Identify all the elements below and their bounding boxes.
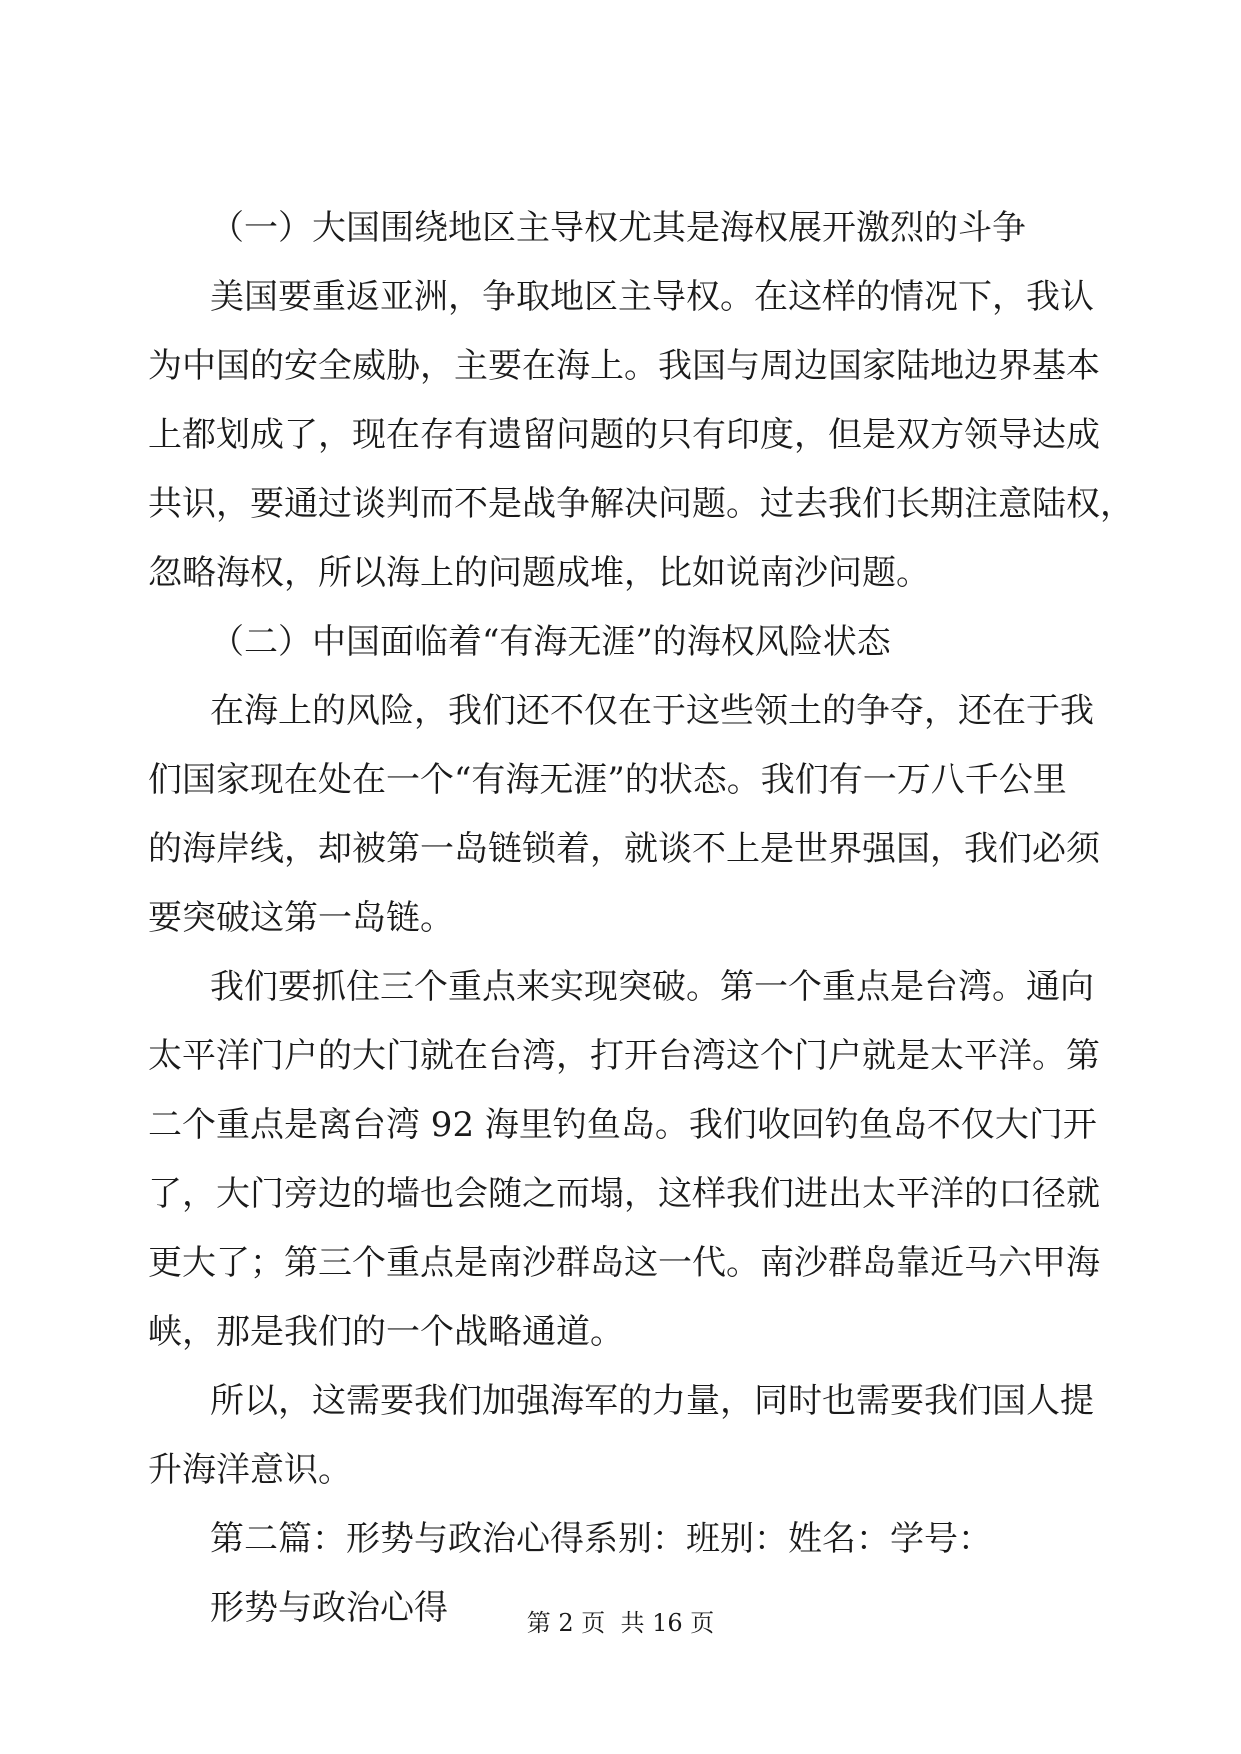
paragraph-line: 要突破这第一岛链。 [148, 898, 454, 938]
text-line-16 [0, 1228, 1241, 1298]
subheading-2: （二）中国面临着“有海无涯”的海权风险状态 [210, 622, 891, 662]
paragraph-line: 忽略海权，所以海上的问题成堆，比如说南沙问题。 [148, 553, 930, 593]
paragraph-line: 为中国的安全威胁，主要在海上。我国与周边国家陆地边界基本 [148, 346, 1100, 386]
text-line-3 [0, 331, 1241, 401]
paragraph-line: 所以，这需要我们加强海军的力量，同时也需要我们国人提 [210, 1381, 1094, 1421]
text-line-5 [0, 469, 1241, 539]
text-line-18 [0, 1366, 1241, 1436]
section-subtitle: 形势与政治心得 [210, 1588, 448, 1628]
text-line-19 [0, 1435, 1241, 1505]
paragraph-line: 了，大门旁边的墙也会随之而塌，这样我们进出太平洋的口径就 [148, 1174, 1100, 1214]
text-line-11 [0, 883, 1241, 953]
paragraph-line: 美国要重返亚洲，争取地区主导权。在这样的情况下，我认 [210, 277, 1094, 317]
subheading-1: （一）大国围绕地区主导权尤其是海权展开激烈的斗争 [210, 208, 1026, 248]
text-line-13 [0, 1021, 1241, 1091]
paragraph-line: 更大了；第三个重点是南沙群岛这一代。南沙群岛靠近马六甲海 [148, 1243, 1100, 1283]
paragraph-line: 上都划成了，现在存有遗留问题的只有印度，但是双方领导达成 [148, 415, 1100, 455]
paragraph-line: 的海岸线，却被第一岛链锁着，就谈不上是世界强国，我们必须 [148, 829, 1100, 869]
paragraph-line: 们国家现在处在一个“有海无涯”的状态。我们有一万八千公里 [148, 760, 1067, 800]
paragraph-line: 二个重点是离台湾 92 海里钓鱼岛。我们收回钓鱼岛不仅大门开 [148, 1105, 1097, 1145]
paragraph-line: 在海上的风险，我们还不仅在于这些领土的争夺，还在于我 [210, 691, 1094, 731]
paragraph-line: 我们要抓住三个重点来实现突破。第一个重点是台湾。通向 [210, 967, 1094, 1007]
text-line-6 [0, 538, 1241, 608]
paragraph-line: 峡，那是我们的一个战略通道。 [148, 1312, 624, 1352]
text-line-10 [0, 814, 1241, 884]
text-line-1 [0, 193, 1241, 263]
text-line-15 [0, 1159, 1241, 1229]
text-line-12 [0, 952, 1241, 1022]
paragraph-line: 共识，要通过谈判而不是战争解决问题。过去我们长期注意陆权， [148, 484, 1134, 524]
text-line-8 [0, 676, 1241, 746]
section-title: 第二篇：形势与政治心得系别：班别：姓名：学号： [210, 1519, 992, 1559]
text-line-20 [0, 1504, 1241, 1574]
text-line-4 [0, 400, 1241, 470]
text-line-2 [0, 262, 1241, 332]
paragraph-line: 升海洋意识。 [148, 1450, 352, 1490]
page-number-footer: 第 2 页 共 16 页 [526, 1609, 715, 1637]
text-line-17 [0, 1297, 1241, 1367]
text-line-7 [0, 607, 1241, 677]
paragraph-line: 太平洋门户的大门就在台湾，打开台湾这个门户就是太平洋。第 [148, 1036, 1100, 1076]
text-line-14 [0, 1090, 1241, 1160]
text-line-9 [0, 745, 1241, 815]
